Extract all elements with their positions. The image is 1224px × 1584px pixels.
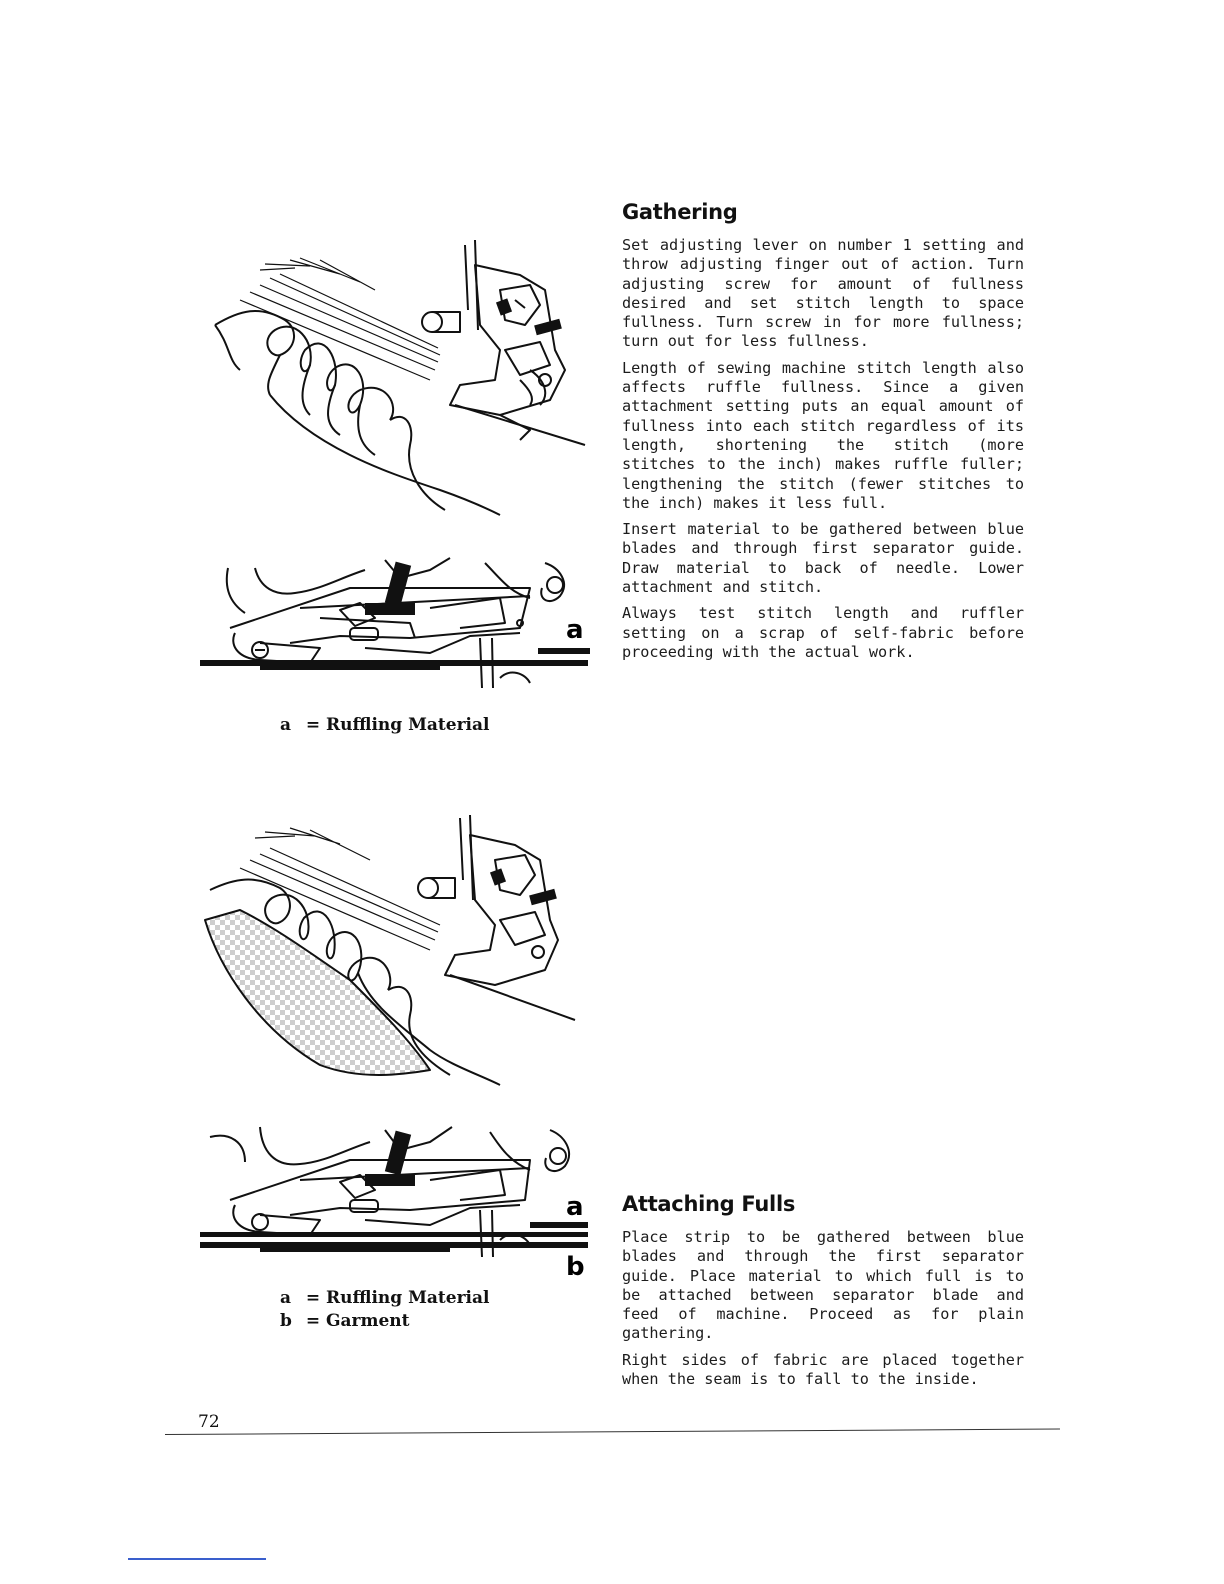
gathering-paragraph-4: Always test stitch length and ruffler setting on a scrap of self-fabric before proceeding with the actual work. [622,604,1024,661]
ruffler-detail-view-2 [200,1122,590,1272]
gathering-section [622,200,1024,662]
legend-key: a [280,1288,292,1308]
gathering-heading: Gathering [622,200,738,224]
legend-text: Garment [326,1311,410,1331]
fig2-label-a: a [566,1192,584,1222]
gathering-paragraph-2: Length of sewing machine stitch length also affects ruffle fullness. Since a given attachment setting puts an equal amount of fullness into each stitch regardless of its length, shortening the stitch (more stitches to the inch) makes ruffle fuller; lengthening the stitch (fewer stitches to the inch) makes it less full. [622,358,1024,512]
page-number: 72 [198,1412,220,1432]
attaching-fulls-section [622,1192,1024,1389]
footer-rule [165,1429,1060,1436]
figure-2-legend [280,1287,489,1333]
legend-equals: = [305,1311,321,1331]
legend-text: Ruffling Material [326,1288,490,1308]
legend-key: a [280,715,292,735]
legend-equals: = [305,1288,321,1308]
legend-row [280,1287,489,1310]
legend-text: Ruffling Material [326,715,490,735]
attaching-fulls-heading: Attaching Fulls [622,1192,796,1216]
legend-key: b [280,1311,292,1331]
attaching-fulls-paragraph-1: Place strip to be gathered between blue blades and through the first separator guide. Place material to which full is to be attached between separator blade and feed of machine. Proceed as for plain gathering. [622,1228,1024,1343]
ruffler-gathering-illustration [200,230,600,530]
legend-row [280,1310,489,1333]
attaching-fulls-paragraph-2: Right sides of fabric are placed together when the seam is to fall to the inside. [622,1350,1024,1389]
ruffler-detail-view-1 [200,548,590,698]
fig2-label-b: b [566,1252,585,1282]
figure-1-legend [280,714,489,737]
bottom-link-underline [128,1558,266,1560]
gathering-paragraph-3: Insert material to be gathered between blue blades and through first separator guide. Draw material to back of needle. Lower attachment and stitch. [622,520,1024,597]
legend-equals: = [305,715,321,735]
fig1-label-a: a [566,615,584,645]
ruffler-attaching-fulls-illustration [200,810,600,1100]
legend-row [280,714,489,737]
gathering-paragraph-1: Set adjusting lever on number 1 setting and throw adjusting finger out of action. Turn adjusting screw for amount of fullness desired and set stitch length to space fullness. Turn screw in for more fullness; turn out for less fullness. [622,236,1024,351]
